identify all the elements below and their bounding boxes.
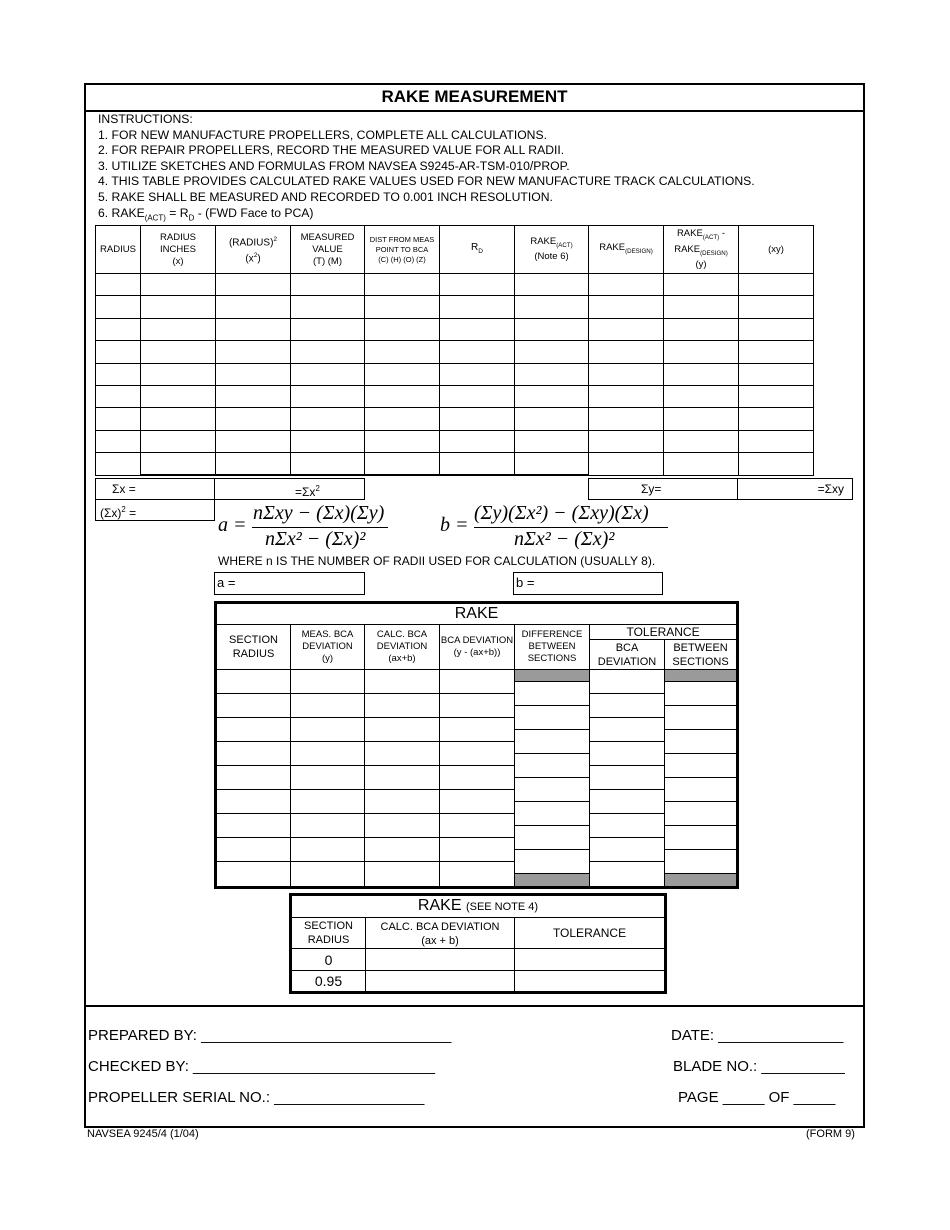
rake-table-title: RAKE [216, 603, 738, 625]
entry-cell[interactable] [589, 341, 664, 363]
entry-cell[interactable] [589, 408, 664, 430]
entry-cell[interactable] [291, 742, 364, 766]
entry-cell[interactable] [365, 453, 440, 475]
entry-cell[interactable] [739, 363, 814, 385]
entry-cell[interactable] [440, 718, 514, 742]
entry-cell[interactable] [217, 718, 290, 742]
date-field[interactable]: DATE: _______________ [671, 1027, 844, 1044]
entry-cell[interactable] [217, 790, 290, 814]
entry-cell[interactable] [515, 385, 589, 407]
col-radius-inches: RADIUS INCHES (x) [141, 226, 216, 274]
entry-cell[interactable] [590, 838, 664, 862]
entry-cell[interactable] [664, 341, 739, 363]
form-number: (FORM 9) [806, 1128, 855, 1140]
section-radius-0: 0 [291, 949, 366, 971]
col-rd: $R_D$ [440, 226, 515, 274]
entry-cell[interactable] [216, 296, 291, 318]
entry-cell[interactable] [365, 790, 439, 814]
column-stack [665, 670, 738, 888]
table-row [96, 363, 814, 385]
col-section-radius: SECTION RADIUS [291, 918, 366, 949]
entry-cell[interactable] [216, 318, 291, 340]
b-value-box[interactable]: b = [513, 572, 663, 595]
table-row [96, 296, 814, 318]
entry-cell[interactable] [664, 296, 739, 318]
entry-cell[interactable] [141, 274, 216, 296]
formula-b [440, 504, 675, 556]
column-stack [440, 670, 515, 888]
tolerance-cell[interactable] [515, 949, 666, 971]
entry-cell[interactable] [291, 670, 364, 694]
entry-cell[interactable] [217, 838, 290, 862]
entry-cell[interactable] [515, 730, 589, 754]
entry-cell[interactable] [96, 274, 141, 296]
entry-cell[interactable] [440, 363, 515, 385]
entry-cell[interactable] [216, 274, 291, 296]
entry-cell[interactable] [365, 718, 439, 742]
entry-cell[interactable] [590, 766, 664, 790]
entry-cell[interactable] [96, 296, 141, 318]
shaded-cell [665, 874, 736, 886]
entry-cell[interactable] [365, 814, 439, 838]
col-rake-act: $RAKE_{(ACT)}$ (Note 6) [515, 226, 589, 274]
entry-cell[interactable] [291, 296, 365, 318]
formula-a-numerator: nΣxy − (Σx)(Σy) [253, 502, 385, 524]
entry-cell[interactable] [664, 363, 739, 385]
entry-cell[interactable] [291, 430, 365, 452]
table-row [96, 318, 814, 340]
entry-cell[interactable] [96, 453, 141, 475]
col-xy: (xy) [739, 226, 814, 274]
calc-bca-cell[interactable] [366, 971, 515, 993]
col-tol-between: BETWEEN SECTIONS [665, 640, 738, 670]
entry-cell[interactable] [291, 766, 364, 790]
col-measured-value: MEASURED VALUE (T) (M) [291, 226, 365, 274]
entry-cell[interactable] [217, 814, 290, 838]
entry-cell[interactable] [365, 318, 440, 340]
col-calc-bca: CALC. BCA DEVIATION (ax + b) [366, 918, 515, 949]
entry-cell[interactable] [665, 706, 736, 730]
entry-cell[interactable] [291, 718, 364, 742]
instruction-item-6: 6. $RAKE_{(ACT)} = R_D - (FWD$ Face to PCA) [98, 205, 314, 222]
entry-cell[interactable] [589, 274, 664, 296]
table-row [96, 430, 814, 452]
entry-cell[interactable] [440, 274, 515, 296]
table-row [96, 341, 814, 363]
col-meas-bca: MEAS. BCA DEVIATION (y) [291, 625, 365, 670]
table-row [96, 453, 814, 475]
instruction-item: 3. UTILIZE SKETCHES AND FORMULAS FROM NAVSEA S9245-AR-TSM-010/PROP. [98, 158, 570, 173]
entry-cell[interactable] [440, 838, 514, 862]
entry-cell[interactable] [515, 826, 589, 850]
entry-cell[interactable] [141, 318, 216, 340]
form-title: RAKE MEASUREMENT [84, 83, 865, 112]
entry-cell[interactable] [365, 862, 439, 886]
entry-cell[interactable] [217, 862, 290, 886]
entry-cell[interactable] [589, 296, 664, 318]
entry-cell[interactable] [664, 385, 739, 407]
entry-cell[interactable] [141, 341, 216, 363]
entry-cell[interactable] [590, 742, 664, 766]
section-radius-095: 0.95 [291, 971, 366, 993]
rake-note4-title: RAKE (SEE NOTE 4) [291, 895, 666, 918]
entry-cell[interactable] [440, 742, 514, 766]
entry-cell[interactable] [589, 318, 664, 340]
entry-cell[interactable] [739, 318, 814, 340]
entry-cell[interactable] [365, 341, 440, 363]
formula-b-numerator: (Σy)(Σx²) − (Σxy)(Σx) [474, 502, 649, 524]
checked-by-field[interactable]: CHECKED BY: _____________________________ [88, 1058, 435, 1075]
formula-b-denominator: nΣx² − (Σx)² [514, 528, 615, 550]
entry-cell[interactable] [216, 341, 291, 363]
calc-bca-cell[interactable] [366, 949, 515, 971]
entry-cell[interactable] [515, 802, 589, 826]
entry-cell[interactable] [440, 430, 515, 452]
entry-cell[interactable] [216, 408, 291, 430]
entry-cell[interactable] [365, 296, 440, 318]
formula-a [218, 504, 393, 556]
entry-cell[interactable] [141, 363, 216, 385]
column-stack [590, 670, 665, 888]
entry-cell[interactable] [365, 694, 439, 718]
entry-cell[interactable] [291, 363, 365, 385]
where-note: WHERE n IS THE NUMBER OF RADII USED FOR CALCULATION (USUALLY 8). [218, 554, 656, 568]
signature-divider [84, 1005, 865, 1007]
rake-deviation-table [214, 601, 739, 889]
instruction-item: 1. FOR NEW MANUFACTURE PROPELLERS, COMPLETE ALL CALCULATIONS. [98, 127, 548, 142]
column-stack [216, 670, 291, 888]
entry-cell[interactable] [291, 453, 365, 475]
entry-cell[interactable] [515, 296, 589, 318]
entry-cell[interactable] [590, 814, 664, 838]
entry-cell[interactable] [665, 730, 736, 754]
entry-cell[interactable] [141, 453, 216, 475]
entry-cell[interactable] [515, 318, 589, 340]
entry-cell[interactable] [291, 318, 365, 340]
entry-cell[interactable] [664, 453, 739, 475]
col-section-radius: SECTION RADIUS [216, 625, 291, 670]
entry-cell[interactable] [590, 694, 664, 718]
entry-cell[interactable] [515, 430, 589, 452]
column-stack [515, 670, 590, 888]
formula-a-label: a = [218, 514, 247, 536]
entry-cell[interactable] [365, 838, 439, 862]
entry-cell[interactable] [291, 838, 364, 862]
shaded-cell [515, 670, 589, 682]
entry-cell[interactable] [590, 670, 664, 694]
entry-cell[interactable] [291, 385, 365, 407]
entry-cell[interactable] [141, 385, 216, 407]
formula-b-label: b = [440, 514, 469, 536]
column-stack [365, 670, 440, 888]
entry-cell[interactable] [365, 742, 439, 766]
formula-a-denominator: nΣx² − (Σx)² [265, 528, 366, 550]
entry-cell[interactable] [440, 385, 515, 407]
entry-cell[interactable] [665, 778, 736, 802]
entry-cell[interactable] [515, 850, 589, 874]
entry-cell[interactable] [440, 814, 514, 838]
table-row [96, 385, 814, 407]
col-rake-design: $RAKE_{(DESIGN)}$ [589, 226, 664, 274]
entry-cell[interactable] [739, 408, 814, 430]
entry-cell[interactable] [217, 766, 290, 790]
sum-y-box[interactable]: Σy= [588, 478, 738, 500]
entry-cell[interactable] [217, 694, 290, 718]
entry-cell[interactable] [365, 670, 439, 694]
table-row [216, 670, 738, 888]
entry-cell[interactable] [365, 766, 439, 790]
entry-cell[interactable] [291, 341, 365, 363]
entry-cell[interactable] [291, 814, 364, 838]
entry-cell[interactable] [96, 385, 141, 407]
entry-cell[interactable] [440, 790, 514, 814]
entry-cell[interactable] [440, 766, 514, 790]
rake-note4-table [289, 893, 667, 994]
col-tolerance: TOLERANCE [590, 625, 738, 640]
col-tolerance: TOLERANCE [515, 918, 666, 949]
entry-cell[interactable] [217, 742, 290, 766]
col-dist-to-bca: DIST FROM MEAS POINT TO BCA (C) (H) (O) (Z) [365, 226, 440, 274]
entry-cell[interactable] [515, 341, 589, 363]
entry-cell[interactable] [589, 363, 664, 385]
instructions-heading: INSTRUCTIONS: [98, 112, 193, 126]
entry-cell[interactable] [96, 318, 141, 340]
entry-cell[interactable] [664, 274, 739, 296]
entry-cell[interactable] [589, 430, 664, 452]
instruction-item: 4. THIS TABLE PROVIDES CALCULATED RAKE VALUES USED FOR NEW MANUFACTURE TRACK CALCULATIONS. [98, 174, 755, 189]
entry-cell[interactable] [291, 790, 364, 814]
entry-cell[interactable] [739, 296, 814, 318]
col-difference: DIFFERENCE BETWEEN SECTIONS [515, 625, 590, 670]
entry-cell[interactable] [515, 363, 589, 385]
entry-cell[interactable] [440, 296, 515, 318]
entry-cell[interactable] [739, 430, 814, 452]
instruction-item: 5. RAKE SHALL BE MEASURED AND RECORDED TO 0.001 INCH RESOLUTION. [98, 189, 553, 204]
entry-cell[interactable] [665, 682, 736, 706]
entry-cell[interactable] [515, 706, 589, 730]
tolerance-cell[interactable] [515, 971, 666, 993]
entry-cell[interactable] [440, 341, 515, 363]
entry-cell[interactable] [365, 363, 440, 385]
entry-cell[interactable] [141, 430, 216, 452]
table-row [96, 274, 814, 296]
entry-cell[interactable] [665, 754, 736, 778]
sum-x2-box[interactable]: $=\Sigma x^2$ [214, 478, 365, 500]
entry-cell[interactable] [141, 408, 216, 430]
table-header-row [96, 226, 814, 274]
entry-cell[interactable] [665, 826, 736, 850]
entry-cell[interactable] [515, 453, 589, 475]
entry-cell[interactable] [664, 318, 739, 340]
entry-cell[interactable] [96, 430, 141, 452]
instructions [98, 112, 755, 226]
blade-no-field[interactable]: BLADE NO.: __________ [673, 1058, 845, 1075]
sum-x-squared-box[interactable]: $(\Sigma x)^2$ = [95, 499, 215, 521]
entry-cell[interactable] [590, 718, 664, 742]
entry-cell[interactable] [739, 341, 814, 363]
page-of-field[interactable]: PAGE _____ OF _____ [678, 1089, 836, 1106]
entry-cell[interactable] [365, 408, 440, 430]
entry-cell[interactable] [440, 408, 515, 430]
entry-cell[interactable] [515, 778, 589, 802]
form-id: NAVSEA 9245/4 (1/04) [87, 1128, 199, 1140]
col-radius: RADIUS [96, 226, 141, 274]
entry-cell[interactable] [664, 430, 739, 452]
entry-cell[interactable] [590, 862, 664, 886]
entry-cell[interactable] [216, 430, 291, 452]
entry-cell[interactable] [216, 453, 291, 475]
entry-cell[interactable] [291, 862, 364, 886]
entry-cell[interactable] [365, 274, 440, 296]
entry-cell[interactable] [217, 670, 290, 694]
entry-cell[interactable] [365, 430, 440, 452]
entry-cell[interactable] [739, 385, 814, 407]
propeller-serial-field[interactable]: PROPELLER SERIAL NO.: __________________ [88, 1089, 425, 1106]
entry-cell[interactable] [440, 670, 514, 694]
entry-cell[interactable] [96, 341, 141, 363]
entry-cell[interactable] [515, 274, 589, 296]
entry-cell[interactable] [291, 274, 365, 296]
entry-cell[interactable] [291, 694, 364, 718]
prepared-by-field[interactable]: PREPARED BY: ______________________________ [88, 1027, 452, 1044]
sum-x-box[interactable]: Σx = [95, 478, 215, 500]
col-tol-bca: BCA DEVIATION [590, 640, 665, 670]
entry-cell[interactable] [515, 682, 589, 706]
entry-cell[interactable] [216, 363, 291, 385]
entry-cell[interactable] [440, 318, 515, 340]
col-rake-diff: $RAKE_{(ACT)}$ - $RAKE_{(DESIGN)}$ (y) [664, 226, 739, 274]
entry-cell[interactable] [440, 694, 514, 718]
a-value-box[interactable]: a = [214, 572, 365, 595]
instruction-item: 2. FOR REPAIR PROPELLERS, RECORD THE MEASURED VALUE FOR ALL RADII. [98, 143, 565, 158]
entry-cell[interactable] [515, 408, 589, 430]
entry-cell[interactable] [664, 408, 739, 430]
entry-cell[interactable] [96, 363, 141, 385]
table-row [96, 408, 814, 430]
entry-cell[interactable] [590, 790, 664, 814]
entry-cell[interactable] [291, 408, 365, 430]
col-radius-squared: (RADIUS)$^2$ $(x^2)$ [216, 226, 291, 274]
entry-cell[interactable] [665, 850, 736, 874]
entry-cell[interactable] [440, 453, 515, 475]
entry-cell[interactable] [440, 862, 514, 886]
entry-cell[interactable] [589, 385, 664, 407]
entry-cell[interactable] [589, 453, 664, 475]
entry-cell[interactable] [365, 385, 440, 407]
col-calc-bca: CALC. BCA DEVIATION (ax+b) [365, 625, 440, 670]
sum-xy-box[interactable]: =Σxy [737, 478, 853, 500]
entry-cell[interactable] [739, 453, 814, 475]
shaded-cell [515, 874, 589, 886]
radius-measurement-table [95, 225, 814, 476]
entry-cell[interactable] [515, 754, 589, 778]
col-bca-deviation: BCA DEVIATION (y - (ax+b)) [440, 625, 515, 670]
column-stack [291, 670, 365, 888]
entry-cell[interactable] [141, 296, 216, 318]
shaded-cell [665, 670, 736, 682]
entry-cell[interactable] [665, 802, 736, 826]
entry-cell[interactable] [739, 274, 814, 296]
entry-cell[interactable] [96, 408, 141, 430]
entry-cell[interactable] [216, 385, 291, 407]
